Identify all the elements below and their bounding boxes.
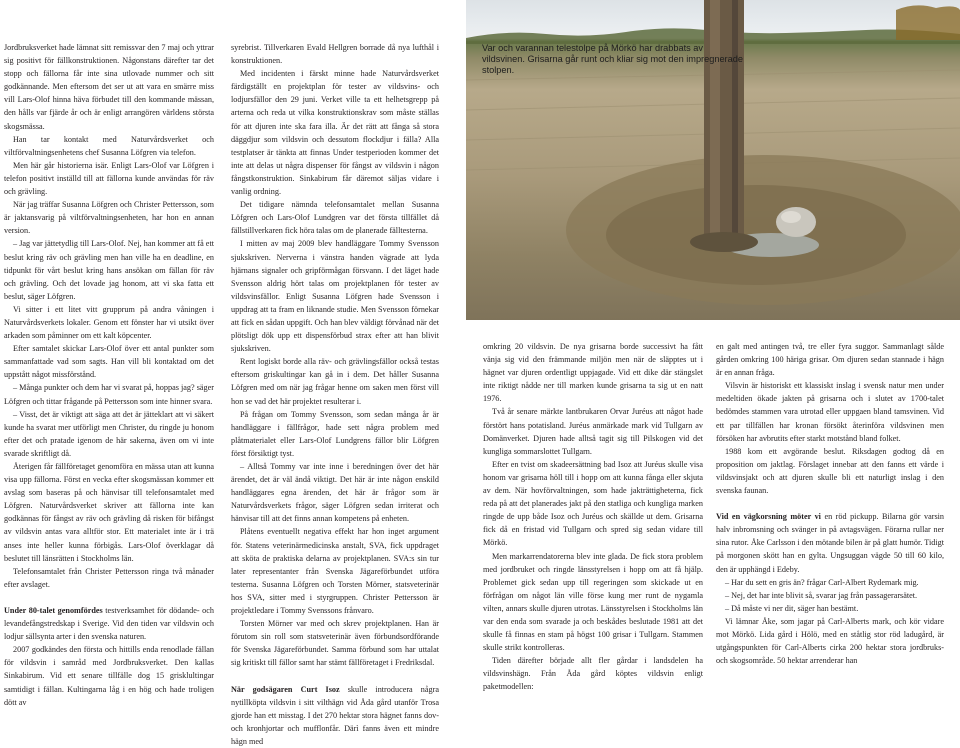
paragraph: – Många punkter och dem har vi svarat på, hoppas jag? säger Löfgren och tittar frågande på Pettersson som inte hinner svara. <box>4 383 214 406</box>
paragraph: – Alltså Tommy var inte inne i beredningen över det här ärendet, det är väl ändå viktigt. Det här är inte någon enskild handläggares egna ärenden, det här är frågor som är Naturvårdsverkets frågor, säger Löfgren sedan irriterat och hänvisar till att det finns annan kompetens på enheten. <box>231 462 439 524</box>
paragraph: Det tidigare nämnda telefonsamtalet mellan Susanna Löfgren och Lars-Olof Lundgren var det första tillfället då fällstillverkaren fick höra talas om de planerade fälltesterna. <box>231 200 439 236</box>
paragraph: Men markarrendatorerna blev inte glada. De fick stora problem med jordbruket och ringde länsstyrelsen i hopp om att få hjälp. Problemet gick sedan upp till regeringen som skickade ut en förfrågan om något län ville förse kung mer runt de nygamla vilten, annars skulle djuren utrotas. Länsstyrelsen i Stockholms län var den enda som svarade ja och beskådes beslutade 1981 att det skulle få finnas en stam på högst 100 grisar i Tullgarn. Stammen skulle strikt kontrolleras. <box>483 551 703 653</box>
paragraph: syrebrist. Tillverkaren Evald Hellgren borrade då nya lufthål i konstruktionen. <box>231 43 439 66</box>
paragraph: Plåtens eventuellt negativa effekt har hon inget argument för. Statens veterinärmedicinska anstalt, SVA, fick uppdraget att sköta de praktiska delarna av projektplanen. SVA:s sin tur later representanter från Svenska Jägareförbundet utföra testerna. Susanna Löfgren och Torsten Mörner, statsveterinär hos SVA, sitter med i styrgruppen. Christer Pettersson är projektledare i Tommy Svenssons frånvaro. <box>231 527 439 616</box>
paragraph: I mitten av maj 2009 blev handläggare Tommy Svensson sjukskriven. Nerverna i vänstra handen vägrade att lyda hjärnans signaler och gripförmågan försvann. I det läget hade Svensson aldrig hört talas om projektplanen för tester av vildsvinsfällor. Enligt Susanna Löfgren hade Svensson i uppdrag att ta fram en liknande studie. Men Svensson förnekar att fick en sådan uppgift. Och han blev väldigt förvånad när det plötsligt dök upp ett dispensförbud strax efter att han blivit sjukskriven. <box>231 239 439 354</box>
paragraph: Rent logiskt borde alla räv- och grävlingsfällor också testas eftersom griskultingar kan gå in i dem. Det håller Susanna Löfgren med om när jag frågar henne om saken men först vill hon se vad det här projektet resulterar i. <box>231 357 439 406</box>
section-lead-text: skulle introducera några nytillköpta vildsvin i sitt vilthägn vid Åda gård utanför Trosa gjorde han ett misstag. I det 270 hektar stora hägnet fanns dov- och kronhjortar och mufflonfår. Därì fanns även ett mindre hägn med <box>231 684 439 746</box>
paragraph: Vilsvin är historiskt ett klassiskt inslag i svensk natur men under medeltiden ökade jakten på grisarna och i slutet av 1700-talet bedömdes stammen vara utrotad eller uppgaen bland tamsvinen. Vid ett par tillfällen har kronan försökt återinföra vildsvinen men försöken har avbrutits efter starkt motstånd bland folket. <box>716 381 944 443</box>
paragraph: Vi lämnar Åke, som jagar på Carl-Alberts mark, och kör vidare mot Mörkö. Lida gård i Hölö, med en ståtlig stor röd ladugård, är utgångspunkten för Carl-Alberts cirka 200 hektar stora jordbruks- och skogsområde. 50 hektar arrenderar han <box>716 616 944 666</box>
paragraph: 2007 godkändes den första och hittills enda renodlade fällan för vildsvin i samråd med Jordbruksverket. Den kallas Sinkabirum. Vid ett senare tillfälle dog 15 grisklultingar samtidigt i fällan. Kultingarna låg i en hög och hade troligen dött av <box>4 645 214 707</box>
paragraph: Två år senare märkte lantbrukaren Orvar Juréus att något hade förstört hans potatisland. Juréus anmärkade mark vid Tullgarn av Domänverket. Djuren hade alltså tagit sig till Pilskogen vid det kungliga sommarslottet Tullgarn. <box>483 407 703 456</box>
paragraph: Återigen får fällföretaget genomföra en mässa utan att kunna visa upp fällorna. Först en vecka efter skogsmässan kommer ett avslag som baseras på och hänvisar till telefonsamtalet med Löfgren. Naturvårdsverket skriver att fällorna inte kan godkännas för fångst av räv och grävling då risken för bifångst av vildsvin antas vara alltför stor. Ett materialet inte är i trä anses inte heller kunna förbigås. Lars-Olof överklagar då beslutet till länsrätten i Stockholms län. <box>4 462 214 563</box>
article-column-1 <box>4 41 214 709</box>
photo-caption: Var och varannan telestolpe på Mörkö har drabbats av vildsvinen. Grisarna går runt och kliar sig mot den impregnerade stolpen. <box>482 43 743 75</box>
paragraph: Telefonsamtalet från Christer Pettersson ringa två månader efter avslaget. <box>4 566 214 589</box>
paragraph: Tiden därefter började allt fler gårdar i landsdelen ha vildsvinshägn. Från Åda gård köptes vildsvin enligt paketmodellen: <box>483 656 703 692</box>
section-lead-paragraph <box>231 683 439 748</box>
paragraph: Efter en tvist om skadeersättning bad Isoz att Juréus skulle visa honom var grisarna höll till i hopp om att kunna fånga eller skjuta av dem. När hovförvaltningen, som hade jakträttigheterna, fick reda på att det planerades jakt på den statliga och kungliga marken ringde de upp både Isoz och Juréus och skällde ut dem. Grisarna fick då en fristad vid Tullgarn och spred sig sedan vidare till Mörkö. <box>483 459 703 548</box>
paragraph: – Då måste vi ner dit, säger han bestämt. <box>725 603 859 613</box>
paragraph: en galt med antingen två, tre eller fyra suggor. Sammanlagt sålde gården omkring 100 häriga grisar. Om djuren sedan stannade i hägn är en annan fråga. <box>716 342 944 378</box>
paragraph: – Jag var jättetydlig till Lars-Olof. Nej, han kommer att få ett beslut kring räv och grävling men han ville ha en deadline, en tidpunkt för vårt beslut kring hans ansökan om fällan för räv och grävling. Och det lovade jag honom, att vi ska fatta ett beslut, säger Löfgren. <box>4 239 214 301</box>
paragraph: På frågan om Tommy Svensson, som sedan många år är handläggare i fällfrågor, hade sett några problem med plåtmaterialet eller Lars-Olof Lundgrens fällor blir Löfgren först försiktigt tyst. <box>231 409 439 458</box>
paragraph: – Visst, det är viktigt att säga att det är jätteklart att vi säkert kunde ha svarat mer utförligt men Christer, du ringde ju honom efter det och pratade igenom de här sakerna, även om vi inte svarade skriftligt då. <box>4 409 214 458</box>
paragraph: Men här går historierna isär. Enligt Lars-Olof var Löfgren i telefon positivt inställd till att fällorna kunde användas för räv och grävling. <box>4 160 214 197</box>
section-lead-text: en röd pickupp. Bilarna gör varsin halv inbromsning och svänger in på avtagsvägen. Förarna rullar ner sina rutor. Åke Carlsson i den mötande bilen är på glatt humör. Tidigt på morgonen skött han en gylta. Ungsuggan vägde 50 till 60 kilo, den är upphängd i Edeby. <box>716 512 944 574</box>
paragraph: Vi sitter i ett litet vitt grupprum på andra våningen i Naturvårdsverkets lokaler. Genom ett fönster har vi utsikt över arkaden som påminner om ett kalt köpcenter. <box>4 304 214 341</box>
paragraph: Han tar kontakt med Naturvårdsverket och viltförvaltningsenhetens chef Susanna Löfgren via telefon. <box>4 134 214 157</box>
paragraph: När jag träffar Susanna Löfgren och Christer Pettersson, som är jaktansvarig på viltförvaltningsenheten, har hon en annan version. <box>4 200 214 236</box>
paragraph: – Nej, det har inte blivit så, svarar jag från passagerarsätet. <box>725 590 918 600</box>
paragraph: 1988 kom ett avgörande beslut. Riksdagen godtog då en proposition om jaktlag. Förslaget innebar att den fanns ett värde i vildsvinsjakt och att djuren skulle bli ett naturligt inslag i den svenska faunan. <box>716 446 944 496</box>
section-lead-paragraph <box>4 604 214 643</box>
paragraph: – Har du sett en gris än? frågar Carl-Albert Rydemark mig. <box>725 577 919 587</box>
article-column-4 <box>716 340 944 667</box>
paragraph: omkring 20 vildsvin. De nya grisarna borde successivt ha fått vänja sig vid den främmande miljön men när de släpptes ut i hägnet var djuren ordentligt uppjagade. Vid ett dike där stängslet inte riktigt nådde ner till marken kunde grisarna ta sig ut en natt 1976. <box>483 342 703 404</box>
section-lead-bold: Under 80-talet genomfördes <box>4 605 103 615</box>
paragraph: Med incidenten i färskt minne hade Naturvårdsverket färdigställt en projektplan för tester av vildsvins- och lodjursfällor den 29 juni. Verket ville ta ett helhetsgrepp på arterna och reda ut vilka konstruktionskrav som måste ställas för att djuren inte ska fara illa. Är det rätt att fånga så stora däggdjur som vildsvin och dessutom flockdjur i fälla? Alla testplatser är tänkta att finnas Under testperioden kommer det inte att delas ut några dispenser för fångst av vildsvin i någon fångstkonstruktion. Sinkabirum får däremot säljas vidare i vanlig ordning. <box>231 69 439 197</box>
article-column-3 <box>483 340 703 694</box>
paragraph: Efter samtalet skickar Lars-Olof över ett antal punkter som sammanfattade vad som sagts. Han vill bli kontaktad om det uppstått något missförstånd. <box>4 344 214 380</box>
article-column-2 <box>231 41 439 748</box>
paragraph: Jordbruksverket hade lämnat sitt remissvar den 7 maj och yttrar sig positivt för fällkonstruktionen. Någonstans därefter tar det stopp och fällorna får inte sina utlovade nummer och sitt godkännande. Men eftersom det ser ut att vara en smärre miss vill Lars-Olof hinna häva förbudet till den kommande mässan, den hålls var fjärde år och är enligt arrangören världens största skogsmässa. <box>4 43 214 131</box>
paragraph: Torsten Mörner var med och skrev projektplanen. Han är förutom sin roll som statsveterinär även förbundsordförande för Svenska Jägareförbundet. Samma förbund som har uttalat sig kritiskt till fällor samt har stämt fällföretaget i Fredriksdal. <box>231 619 439 668</box>
section-lead-bold: Vid en vägkorsning möter vi <box>716 512 821 522</box>
section-lead-text: testverksamhet för dödande- och levandefångstredskap i Sverige. Vid den tiden var vildsvin och lodjur sällsynta arter i den svenska naturen. <box>4 605 214 642</box>
section-lead-bold: När godsägaren Curt Isoz <box>231 684 340 694</box>
section-lead-paragraph <box>716 510 944 575</box>
